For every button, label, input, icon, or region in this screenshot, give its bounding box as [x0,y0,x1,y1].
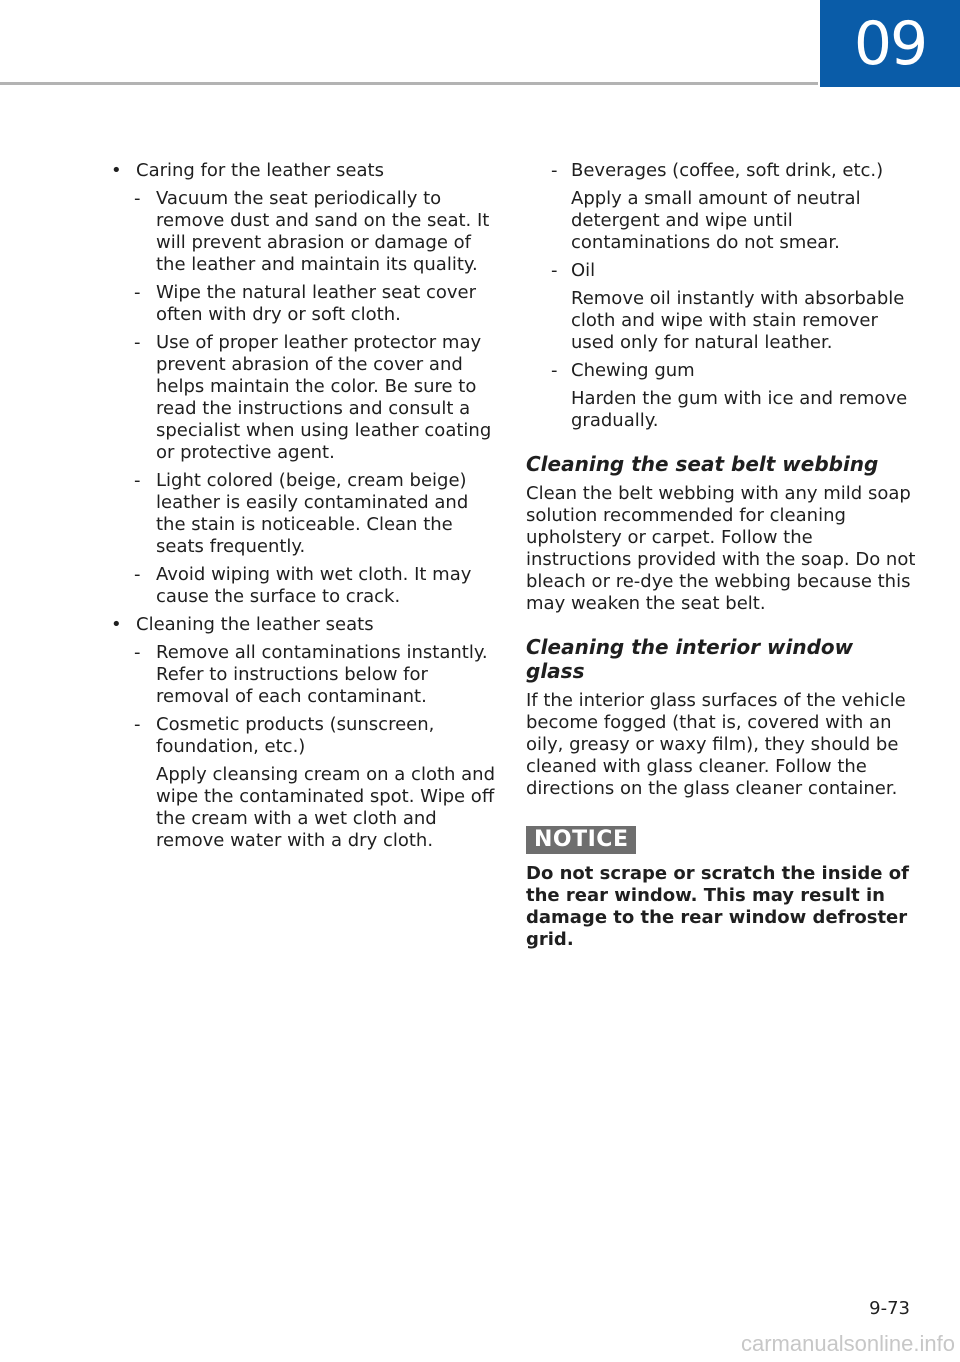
contaminant-name-text: Oil [571,260,596,281]
caring-item [107,470,499,558]
cleaning-item-text: Remove all contaminations instantly. Refer to instructions below for removal of each contaminant. [156,642,488,707]
cosmetic-instruction: Apply cleansing cream on a cloth and wipe the contaminated spot. Wipe off the cream with a wet cloth and remove water with a dry cloth. [156,764,496,851]
glass-heading: Cleaning the interior window glass [526,635,854,683]
cleaning-item [107,642,499,708]
page-number: 9-73 [869,1298,910,1319]
contaminant-name [526,160,916,182]
caring-item-text: Wipe the natural leather seat cover often with dry or soft cloth. [156,282,477,325]
seat-belt-text: Clean the belt webbing with any mild soap solution recommended for cleaning upholstery or carpet. Follow the instructions provided with the soap. Do not bleach or re-dye the webbing because this may weaken the seat belt. [526,483,916,614]
watermark: carmanualsonline.info [740,1331,955,1356]
dash-mark: - [551,160,558,181]
dash-mark: - [134,564,141,585]
dash-mark: - [134,470,141,491]
contaminant-name-text: Beverages (coffee, soft drink, etc.) [571,160,884,181]
cleaning-item [107,714,499,758]
dash-mark: - [134,332,141,353]
right-column [526,160,916,951]
dash-mark: - [551,260,558,281]
contaminant-instruction: Harden the gum with ice and remove gradually. [571,388,908,431]
bullet-cleaning-leather: • Cleaning the leather seats [107,614,499,636]
contaminant-name-text: Chewing gum [571,360,695,381]
seat-belt-heading: Cleaning the seat belt webbing [526,452,879,476]
dash-mark: - [551,360,558,381]
notice-text: Do not scrape or scratch the inside of the rear window. This may result in damage to the rear window defroster grid. [526,863,909,950]
dash-mark: - [134,714,141,735]
caring-item [107,188,499,276]
dash-mark: - [134,642,141,663]
contaminant-instruction: Remove oil instantly with absorbable cloth and wipe with stain remover used only for natural leather. [571,288,905,353]
glass-text: If the interior glass surfaces of the vehicle become fogged (that is, covered with an oily, greasy or waxy film), they should be cleaned with glass cleaner. Follow the directions on the glass cleaner container. [526,690,906,799]
caring-item-text: Vacuum the seat periodically to remove dust and sand on the seat. It will prevent abrasion or damage of the leather and maintain its quality. [156,188,490,275]
dash-mark: - [134,188,141,209]
caring-item [107,564,499,608]
bullet-caring-leather: • Caring for the leather seats [107,160,499,182]
caring-item [107,332,499,464]
caring-item-text: Use of proper leather protector may prevent abrasion of the cover and helps maintain the color. Be sure to read the instructions and consult a specialist when using leather coating or protective agent. [156,332,492,463]
cleaning-item-text: Cosmetic products (sunscreen, foundation, etc.) [156,714,435,757]
caring-item-text: Light colored (beige, cream beige) leather is easily contaminated and the stain is noticeable. Clean the seats frequently. [156,470,469,557]
header-rule [0,82,818,85]
notice-badge: NOTICE [526,826,636,854]
dash-mark: - [134,282,141,303]
contaminant-name [526,260,916,282]
caring-item [107,282,499,326]
caring-item-text: Avoid wiping with wet cloth. It may cause the surface to crack. [156,564,472,607]
contaminant-instruction: Apply a small amount of neutral detergent and wipe until contaminations do not smear. [571,188,861,253]
contaminant-name [526,360,916,382]
left-column [107,160,499,858]
chapter-tab: 09 [820,0,960,87]
